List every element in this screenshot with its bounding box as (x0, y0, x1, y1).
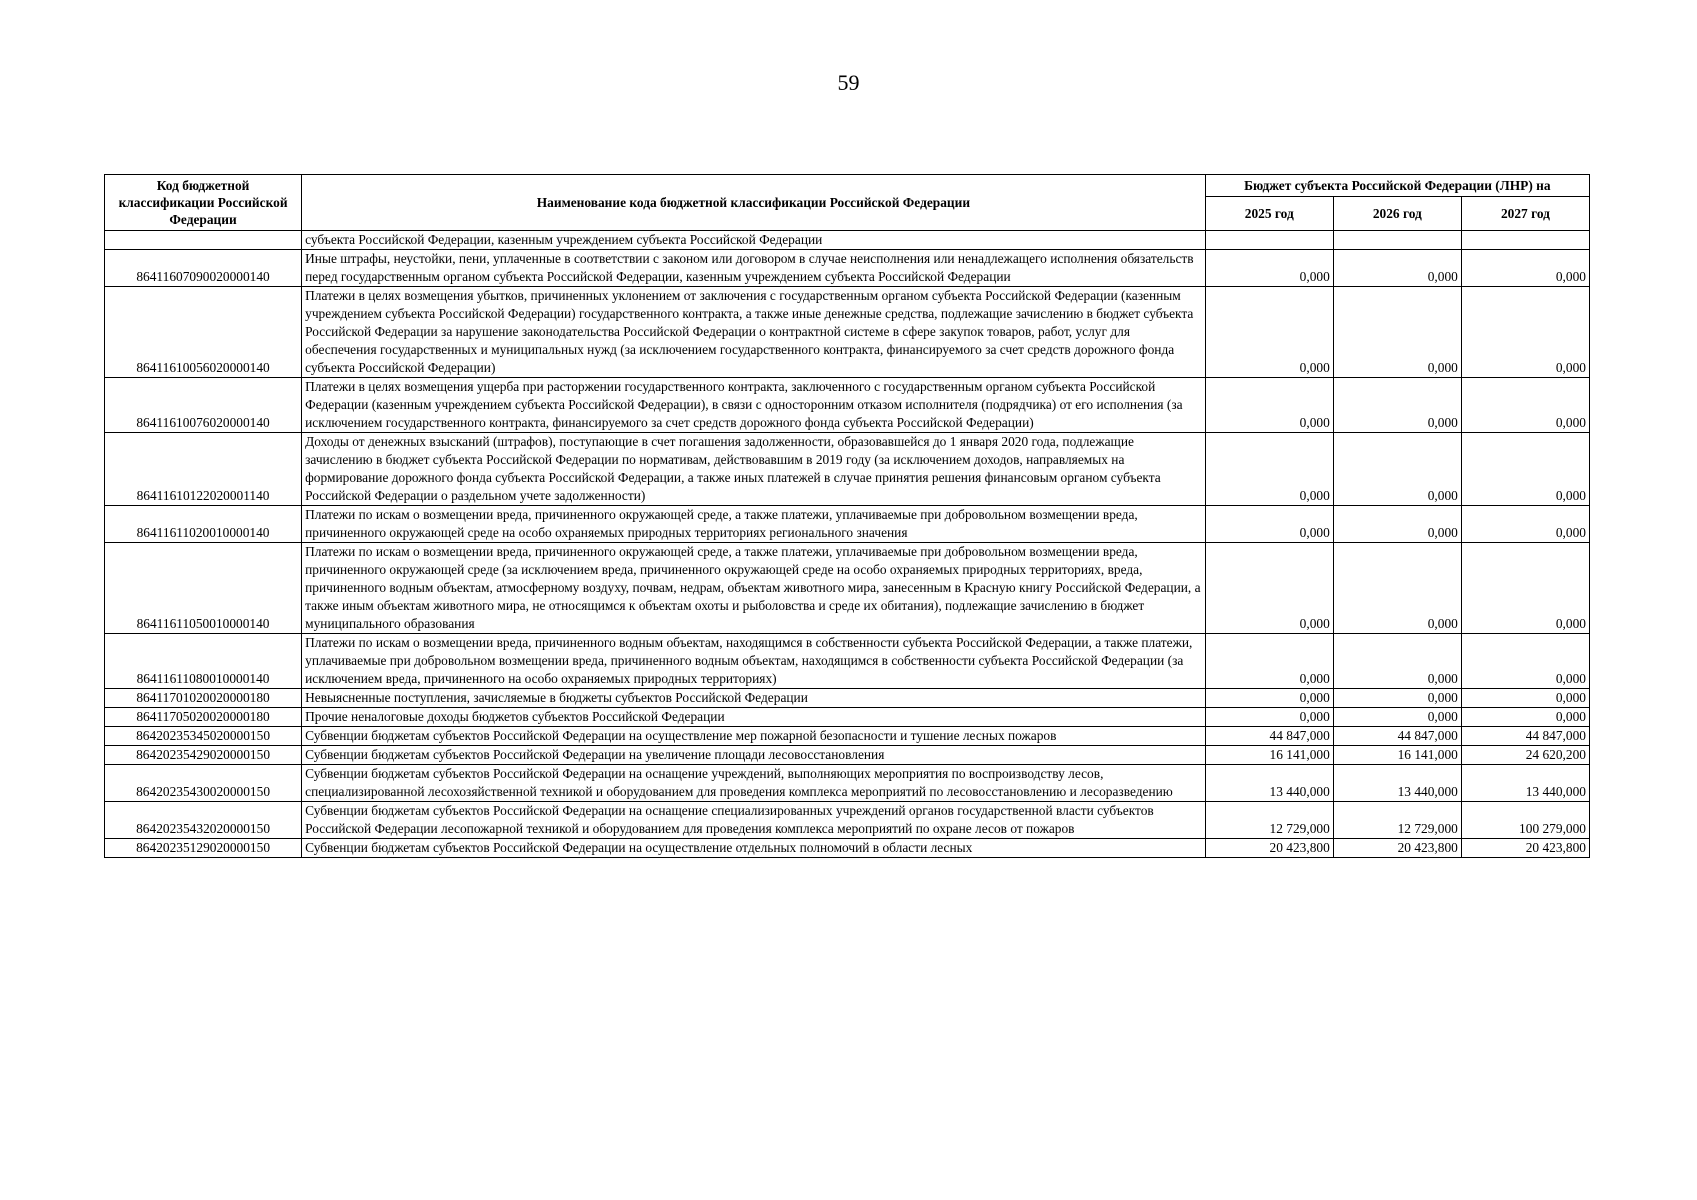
row-code (105, 231, 302, 250)
row-name: Субвенции бюджетам субъектов Российской Федерации на осуществление отдельных полномочий в области лесных (302, 839, 1206, 858)
table-row (105, 746, 1590, 765)
table-row (105, 727, 1590, 746)
row-name: Платежи по искам о возмещении вреда, причиненного окружающей среде, а также платежи, уплачиваемые при добровольном возмещении вреда, причиненного окружающей среде на особо охраняемых природных территориях регионального значения (302, 506, 1206, 543)
row-name: Прочие неналоговые доходы бюджетов субъектов Российской Федерации (302, 708, 1206, 727)
row-value-2025: 44 847,000 (1205, 727, 1333, 746)
row-value-2027: 20 423,800 (1461, 839, 1589, 858)
table-row (105, 634, 1590, 689)
row-code: 86411611050010000140 (105, 543, 302, 634)
page-number: 59 (837, 70, 860, 95)
row-code: 86411701020020000180 (105, 689, 302, 708)
table-row (105, 250, 1590, 287)
row-value-2026: 0,000 (1333, 433, 1461, 506)
row-value-2026: 0,000 (1333, 708, 1461, 727)
row-name: Субвенции бюджетам субъектов Российской Федерации на увеличение площади лесовосстановления (302, 746, 1206, 765)
row-value-2025: 0,000 (1205, 689, 1333, 708)
row-name: Субвенции бюджетам субъектов Российской Федерации на оснащение специализированных учреждений органов государственной власти субъектов Российской Федерации лесопожарной техникой и оборудованием для проведения комплекса мероприятий по охране лесов от пожаров (302, 802, 1206, 839)
row-value-2027: 0,000 (1461, 287, 1589, 378)
row-value-2026: 0,000 (1333, 689, 1461, 708)
row-value-2026: 0,000 (1333, 543, 1461, 634)
table-row (105, 433, 1590, 506)
row-code: 86420235430020000150 (105, 765, 302, 802)
header-year-2025: 2025 год (1205, 197, 1333, 231)
table-row (105, 689, 1590, 708)
row-name: Доходы от денежных взысканий (штрафов), поступающие в счет погашения задолженности, образовавшейся до 1 января 2020 года, подлежащие зачислению в бюджет субъекта Российской Федерации по нормативам, действовавшим в 2019 году (за исключением доходов, направляемых на формирование дорожного фонда субъекта Российской Федерации, а также иных платежей в случае принятия решения финансовым органом субъекта Российской Федерации о раздельном учете задолженности) (302, 433, 1206, 506)
row-code: 86411610076020000140 (105, 378, 302, 433)
row-value-2025: 0,000 (1205, 250, 1333, 287)
row-value-2027 (1461, 231, 1589, 250)
row-value-2027: 0,000 (1461, 543, 1589, 634)
row-code: 86420235345020000150 (105, 727, 302, 746)
budget-table (104, 174, 1590, 858)
row-code: 86420235432020000150 (105, 802, 302, 839)
row-value-2026: 0,000 (1333, 287, 1461, 378)
row-value-2025: 16 141,000 (1205, 746, 1333, 765)
row-name: Платежи в целях возмещения ущерба при расторжении государственного контракта, заключенного с государственным органом субъекта Российской Федерации (казенным учреждением субъекта Российской Федерации), в связи с односторонним отказом исполнителя (подрядчика) от его исполнения (за исключением государственного контракта, финансируемого за счет средств дорожного фонда субъекта Российской Федерации) (302, 378, 1206, 433)
row-code: 86411705020020000180 (105, 708, 302, 727)
row-value-2026: 0,000 (1333, 506, 1461, 543)
row-value-2027: 44 847,000 (1461, 727, 1589, 746)
row-value-2026: 20 423,800 (1333, 839, 1461, 858)
header-year-2026: 2026 год (1333, 197, 1461, 231)
row-value-2026: 16 141,000 (1333, 746, 1461, 765)
row-name: Невыясненные поступления, зачисляемые в бюджеты субъектов Российской Федерации (302, 689, 1206, 708)
row-value-2027: 13 440,000 (1461, 765, 1589, 802)
table-row (105, 802, 1590, 839)
row-value-2027: 0,000 (1461, 433, 1589, 506)
row-code: 86411611080010000140 (105, 634, 302, 689)
row-value-2026: 0,000 (1333, 250, 1461, 287)
row-code: 86411611020010000140 (105, 506, 302, 543)
row-value-2025: 0,000 (1205, 378, 1333, 433)
row-name: Субвенции бюджетам субъектов Российской Федерации на осуществление мер пожарной безопасности и тушение лесных пожаров (302, 727, 1206, 746)
row-value-2026: 13 440,000 (1333, 765, 1461, 802)
row-value-2027: 0,000 (1461, 634, 1589, 689)
row-code: 86420235429020000150 (105, 746, 302, 765)
row-value-2026: 0,000 (1333, 634, 1461, 689)
row-value-2025: 20 423,800 (1205, 839, 1333, 858)
header-code: Код бюджетной классификации Российской Федерации (105, 175, 302, 231)
row-value-2027: 24 620,200 (1461, 746, 1589, 765)
table-row (105, 287, 1590, 378)
row-value-2025: 0,000 (1205, 634, 1333, 689)
row-value-2027: 0,000 (1461, 708, 1589, 727)
row-name: Платежи в целях возмещения убытков, причиненных уклонением от заключения с государственным органом субъекта Российской Федерации (казенным учреждением субъекта Российской Федерации) государственного контракта, а также иные денежные средства, подлежащие зачислению в бюджет субъекта Российской Федерации за нарушение законодательства Российской Федерации о контрактной системе в сфере закупок товаров, работ, услуг для обеспечения государственных и муниципальных нужд (за исключением государственного контракта, финансируемого за счет средств дорожного фонда субъекта Российской Федерации) (302, 287, 1206, 378)
row-code: 86411610056020000140 (105, 287, 302, 378)
row-value-2027: 100 279,000 (1461, 802, 1589, 839)
row-value-2026: 12 729,000 (1333, 802, 1461, 839)
row-value-2027: 0,000 (1461, 378, 1589, 433)
row-code: 86411607090020000140 (105, 250, 302, 287)
row-name: субъекта Российской Федерации, казенным учреждением субъекта Российской Федерации (302, 231, 1206, 250)
header-name: Наименование кода бюджетной классификации Российской Федерации (302, 175, 1206, 231)
row-value-2025: 12 729,000 (1205, 802, 1333, 839)
table-row (105, 839, 1590, 858)
row-code: 86411610122020001140 (105, 433, 302, 506)
table-row (105, 378, 1590, 433)
table-row (105, 231, 1590, 250)
row-value-2025: 0,000 (1205, 506, 1333, 543)
table-row (105, 708, 1590, 727)
row-value-2026: 44 847,000 (1333, 727, 1461, 746)
row-value-2027: 0,000 (1461, 689, 1589, 708)
row-value-2025: 0,000 (1205, 433, 1333, 506)
table-row (105, 765, 1590, 802)
row-name: Платежи по искам о возмещении вреда, причиненного водным объектам, находящимся в собственности субъекта Российской Федерации, а также платежи, уплачиваемые при добровольном возмещении вреда, причиненного водным объектам, находящимся в собственности субъекта Российской Федерации (за исключением вреда, причиненного на особо охраняемых природных территориях) (302, 634, 1206, 689)
row-value-2025: 0,000 (1205, 708, 1333, 727)
row-name: Иные штрафы, неустойки, пени, уплаченные в соответствии с законом или договором в случае неисполнения или ненадлежащего исполнения обязательств перед государственным органом субъекта Российской Федерации, казенным учреждением субъекта Российской Федерации (302, 250, 1206, 287)
row-value-2027: 0,000 (1461, 506, 1589, 543)
row-value-2025: 13 440,000 (1205, 765, 1333, 802)
row-value-2025: 0,000 (1205, 543, 1333, 634)
header-budget: Бюджет субъекта Российской Федерации (ЛНР) на (1205, 175, 1589, 197)
table-row (105, 506, 1590, 543)
row-value-2025 (1205, 231, 1333, 250)
header-year-2027: 2027 год (1461, 197, 1589, 231)
row-value-2027: 0,000 (1461, 250, 1589, 287)
row-code: 86420235129020000150 (105, 839, 302, 858)
row-name: Платежи по искам о возмещении вреда, причиненного окружающей среде, а также платежи, уплачиваемые при добровольном возмещении вреда, причиненного окружающей среде (за исключением вреда, причиненного окружающей среде на особо охраняемых природных территориях, вреда, причиненного водным объектам, атмосферному воздуху, почвам, недрам, объектам животного мира, занесенным в Красную книгу Российской Федерации, а также иным объектам животного мира, не относящимся к объектам охоты и рыболовства и среде их обитания), подлежащие зачислению в бюджет муниципального образования (302, 543, 1206, 634)
row-name: Субвенции бюджетам субъектов Российской Федерации на оснащение учреждений, выполняющих мероприятия по воспроизводству лесов, специализированной лесохозяйственной техникой и оборудованием для проведения комплекса мероприятий по лесовосстановлению и лесоразведению (302, 765, 1206, 802)
row-value-2026 (1333, 231, 1461, 250)
row-value-2026: 0,000 (1333, 378, 1461, 433)
row-value-2025: 0,000 (1205, 287, 1333, 378)
table-row (105, 543, 1590, 634)
